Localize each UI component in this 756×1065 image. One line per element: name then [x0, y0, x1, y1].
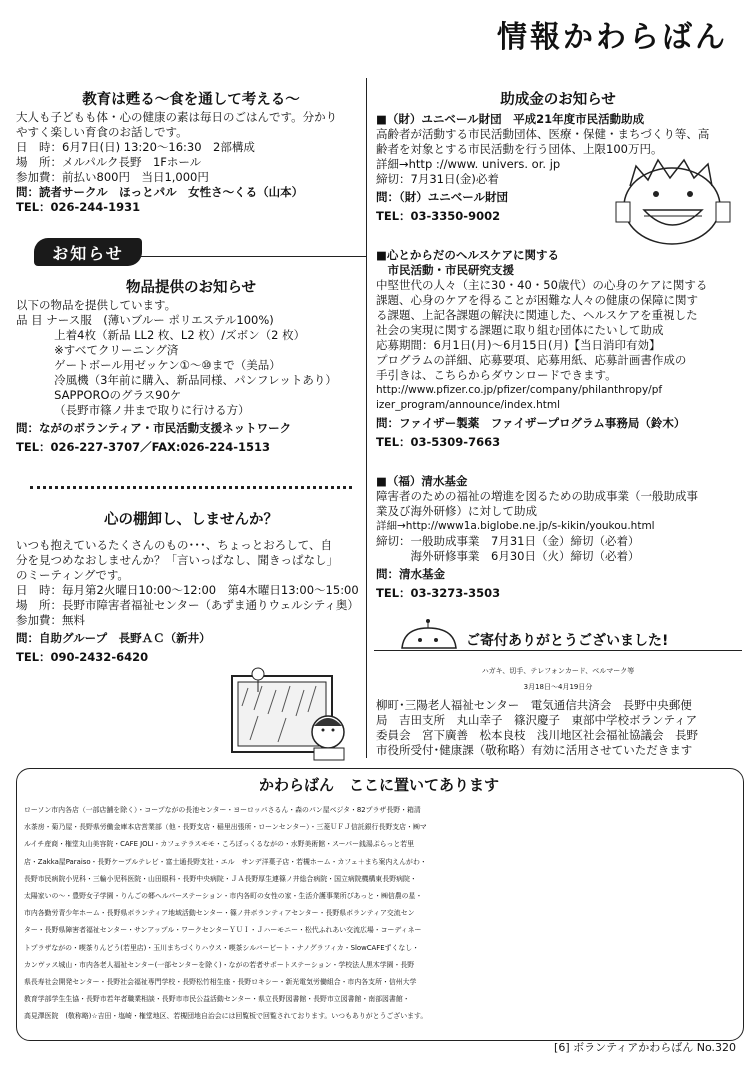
shelf-line: のミーティングです。: [16, 568, 129, 582]
shelf-line: 参加費：無料: [16, 613, 85, 627]
event-body-line: 大人も子どもも体・心の健康の素は毎日のごはんです。分かり: [16, 110, 338, 124]
donation-title: ご寄付ありがとうございました!: [466, 633, 669, 649]
grant-line: 詳細→http ://www. univers. or. jp: [376, 157, 561, 171]
donor-line: 柳町･三陽老人福祉センター 電気通信共済会 長野中央郵便: [376, 698, 692, 712]
donor-line: 市役所受付･健康課（敬称略）有効に活用させていただきます: [376, 743, 693, 757]
grant-line: 海外研修事業 6月30日（火）締切（必着）: [376, 549, 640, 563]
event-fee: 参加費：前払い800円 当日1,000円: [16, 170, 209, 184]
shelf-title: 心の棚卸し、しませんか？: [104, 512, 278, 528]
window-rain-illustration: [228, 666, 358, 762]
place-line: カンヴァス城山・市内各老人福祉センター(一部センターを除く)・ながの若者サポートステーション・学校法人黒木学園・長野: [24, 960, 415, 969]
goods-line: SAPPOROのグラス90ケ: [16, 388, 182, 402]
masthead-title: 情報かわらばん: [497, 20, 728, 55]
grant-pfizer: [376, 248, 707, 450]
goods-title: 物品提供のお知らせ: [125, 280, 257, 296]
grant-contact: 問：清水基金: [376, 567, 445, 581]
donor-line: 委員会 宮下廣善 松本良枝 浅川地区社会福祉協議会 長野: [376, 728, 698, 742]
grant-contact: 問：ファイザー製薬 ファイザープログラム事務局（鈴木）: [376, 416, 686, 430]
grant-line: 障害者のための福祉の増進を図るための助成事業（一般助成事: [376, 489, 698, 503]
distribution-list: [24, 802, 427, 1026]
grant-line: 締切：7月31日(金)必着: [376, 172, 499, 186]
place-line: ルイチ産商・権堂丸山美容院・CAFE JOLI・カフェテラスモモ・ころぼっくるながの・水野美術館・スーパー銭湯ぷらっと若里: [24, 840, 415, 849]
event-body-line: やすく楽しい育食のお話しです。: [16, 125, 188, 139]
grant-line: 高齢者が活動する市民活動団体、医療・保健・まちづくり等、高: [376, 127, 710, 141]
shelf-line: 場 所：長野市障害者福祉センター（あずま通りウェルシティ奥）: [16, 598, 359, 612]
donor-line: 局 吉田支所 丸山幸子 篠沢慶子 東部中学校ボランティア: [376, 713, 698, 727]
grant-tel: TEL：03-3350-9002: [376, 209, 501, 223]
grant-line: 社会の実現に関する課題に取り組む団体にたいして助成: [376, 323, 664, 337]
place-line: トプラザながの・喫茶りんどう(若里店)・玉川まちづくりハウス・喫茶シルバービート・ナノグラフィカ・SlowCAFEずくなし・: [24, 943, 420, 952]
grant-heading: 市民活動・市民研究支援: [376, 263, 514, 277]
donation-items: ハガキ、切手、テレフォンカード、ベルマーク等: [481, 667, 635, 675]
shelf-block: [16, 538, 359, 665]
goods-tel: TEL：026-227-3707／FAX:026-224-1513: [16, 440, 271, 454]
grant-title: 助成金のお知らせ: [500, 92, 616, 108]
grant-line: 中堅世代の人々（主に30・40・50歳代）の心身のケアに関する: [376, 278, 708, 292]
donation-rule: [374, 650, 742, 651]
place-line: 高見澤医院 (敬称略)☆吉田・塩崎・権堂地区、若槻団地自治会には回覧板で回覧されております。いつもありがとうございます。: [24, 1012, 428, 1021]
place-line: 長野市民病院小児科・三輪小児科医院・山田眼科・長野中央病院・ＪＡ長野厚生連篠ノ井総合病院・国立病院機構東長野病院・: [24, 874, 417, 883]
shelf-line: 分を見つめなおしませんか？「言いっぱなし、聞きっぱなし」: [16, 553, 338, 567]
event-block: [16, 110, 337, 215]
notice-badge: お知らせ: [34, 238, 142, 266]
grant-heading: ■心とからだのヘルスケアに関する: [376, 248, 560, 262]
place-line: ローソン市内各店（一部店舗を除く）・コープながの長池センター・ヨーロッパさるん・森のパン屋ベジタ・82プラザ長野・箱清: [24, 806, 421, 814]
grant-url: izer_program/announce/index.html: [376, 399, 561, 411]
place-line: 店・Zakka屋Paraiso・長野ケーブルテレビ・富士通長野支社・エル サンデ洋菓子店・若槻ホーム・カフェ＋まち案内えんがわ・: [24, 857, 427, 866]
grant-url: 詳細→http://www1a.biglobe.ne.jp/s-kikin/youkou.html: [376, 520, 655, 532]
goods-block: [16, 298, 337, 455]
event-date: 日 時：6月7日(日) 13:20～16:30 2部構成: [16, 140, 255, 154]
goods-line: 品 目 ナース服 (薄いブルー ポリエステル100%): [16, 313, 274, 327]
donation-period: 3月18日～4月19日分: [523, 683, 593, 691]
grant-tel: TEL：03-3273-3503: [376, 586, 501, 600]
shelf-contact: 問：自助グループ 長野ＡＣ（新井）: [16, 631, 211, 645]
notice-rule: [140, 256, 366, 257]
shelf-line: いつも抱えているたくさんのもの･･･、ちょっとおろして、自: [16, 538, 333, 552]
shelf-line: 日 時：毎月第2火曜日10:00～12:00 第4木曜日13:00～15:00: [16, 583, 359, 597]
place-line: 水茶房・菊乃屋・長野県労働金庫本店営業部（他・長野支店・稲里出張所・ローンセンター）・三菱ＵＦＪ信託銀行長野支店・㈱マ: [24, 823, 427, 832]
place-line: ター・長野県障害者福祉センター・サンアップル・ワークセンターＹＵＩ・Ｊハーモニー・松代ふれあい交流広場・コーディネー: [24, 926, 422, 935]
page-footer: [6] ボランティアかわらばん No.320: [554, 1041, 736, 1054]
goods-line: （長野市篠ノ井まで取りに行ける方）: [16, 403, 250, 417]
grant-line: プログラムの詳細、応募要項、応募用紙、応募計画書作成の: [376, 353, 687, 367]
grant-line: 応募期間：6月1日(月)～6月15日(月)【当日消印有効】: [376, 338, 661, 352]
grant-line: 締切：一般助成事業 7月31日（金）締切（必着）: [376, 534, 640, 548]
goods-line: 上着4枚（新品 LL2 枚、L2 枚）/ズボン（2 枚）: [16, 328, 306, 342]
distribution-title: かわらばん ここに置いてあります: [258, 776, 499, 794]
place-line: 市内各勤労青少年ホーム・長野県ボランティア地域活動センター・篠ノ井ボランティアセンター・長野県ボランティア交流セン: [24, 909, 415, 918]
grant-line: 手引きは、こちらからダウンロードできます。: [376, 368, 617, 382]
grant-heading: ■（財）ユニベール財団 平成21年度市民活動助成: [376, 112, 645, 126]
column-divider: [366, 78, 367, 758]
dotted-divider: [30, 486, 352, 489]
goods-line: 以下の物品を提供しています。: [16, 298, 177, 312]
donation-list: [376, 698, 698, 758]
grant-url: http://www.pfizer.co.jp/pfizer/company/philanthropy/pf: [376, 384, 663, 396]
goods-line: ※すべてクリーニング済: [16, 343, 179, 357]
grant-line: る課題、上記各課題の解決に関連した、ヘルスケアを重視した: [376, 308, 698, 322]
grant-line: 業及び海外研修）に対して助成: [376, 504, 537, 518]
goods-line: ゲートボール用ゼッケン①～⑩まで（美品）: [16, 358, 281, 372]
grant-heading: ■（福）清水基金: [376, 474, 468, 488]
event-place: 場 所：メルパルク長野 1Fホール: [16, 155, 202, 169]
smiling-face-illustration: [614, 156, 736, 248]
grant-line: 齢者を対象とする市民活動を行う団体、上限100万円。: [376, 142, 663, 156]
shelf-tel: TEL：090-2432-6420: [16, 650, 149, 664]
event-contact: 問：読者サークル ほっとパル 女性さ～くる（山本）: [16, 185, 304, 199]
place-line: 県長寿社会開発センター・長野社会福祉専門学校・長野松竹相生座・長野ロキシー・新光電気労働組合・市内各支所・信州大学: [24, 978, 417, 987]
grant-tel: TEL：03-5309-7663: [376, 435, 501, 449]
event-title: 教育は甦る～食を通して考える～: [82, 92, 300, 108]
creature-icon: [396, 618, 462, 654]
grant-contact: 問：（財）ユニベール財団: [376, 190, 509, 204]
place-line: 教育学部学生生協・長野市若年者職業相談・長野市市民公益活動センター・県立長野図書館・長野市立図書館・南部図書館・: [24, 995, 410, 1004]
goods-line: 冷風機（3年前に購入、新品同様、パンフレットあり）: [16, 373, 337, 387]
grant-shimizu: [376, 474, 698, 601]
event-tel: TEL：026-244-1931: [16, 200, 141, 214]
place-line: 太陽家いの～・豊野女子学園・りんごの郷ヘルパーステーション・市内各町の女性の家・生活介護事業所ぴあっと・㈱信農の星・: [24, 892, 423, 901]
goods-contact: 問：ながのボランティア・市民活動支援ネットワーク: [16, 421, 292, 435]
grant-line: 課題、心身のケアを得ることが困難な人々の健康の保障に関す: [376, 293, 698, 307]
